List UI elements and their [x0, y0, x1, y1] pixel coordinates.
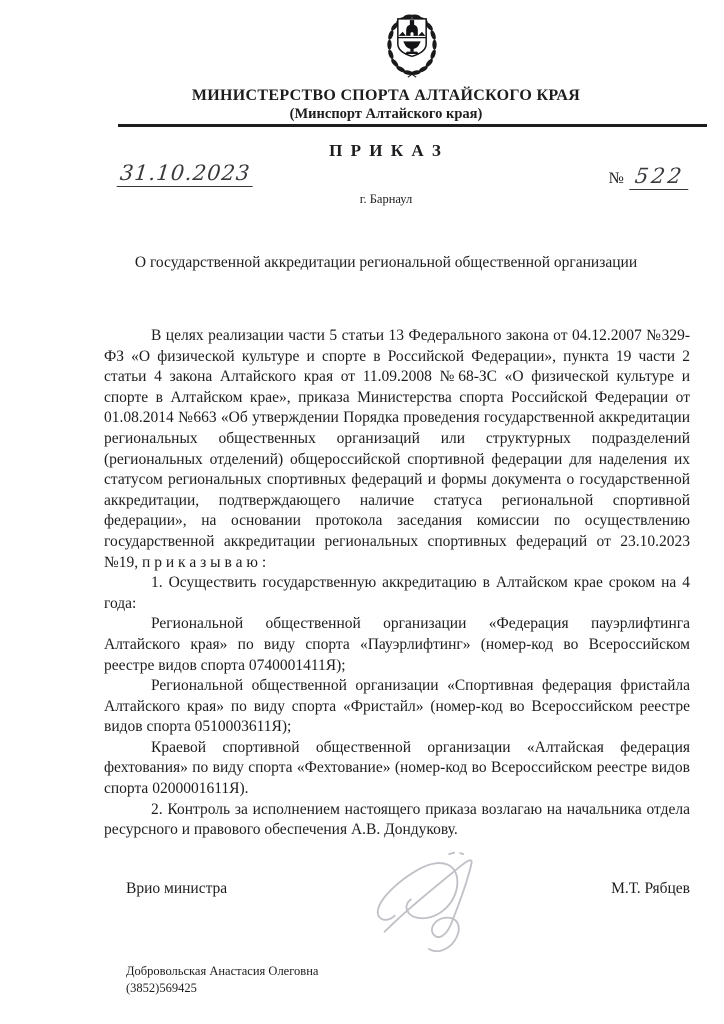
paragraph-item-1: 1. Осуществить государственную аккредитацию в Алтайском крае сроком на 4 года:: [104, 574, 690, 612]
paragraph-item-2-control: 2. Контроль за исполнением настоящего приказа возлагаю на начальника отдела ресурсного и правового обеспечения А.В. Дондукову.: [104, 800, 690, 839]
order-number-block: [609, 164, 690, 190]
ministry-short-name: (Минспорт Алтайского края): [289, 106, 483, 122]
city-label: г. Барнаул: [359, 192, 413, 206]
number-sign: №: [608, 170, 624, 187]
signer-name: М.Т. Рябцев: [611, 880, 690, 897]
paragraph-powerlifting: Региональной общественной организации «Федерация пауэрлифтинга Алтайского края» по виду спорта «Пауэрлифтинг» (номер-код во Всероссийском реестре видов спорта 0740001411Я);: [104, 615, 690, 674]
signer-position-title: Врио министра: [126, 880, 228, 897]
header-divider: [118, 124, 707, 127]
executor-name: Добровольская Анастасия Олеговна: [126, 964, 319, 978]
order-body: [104, 326, 690, 841]
doc-type-heading: П Р И К А З: [329, 141, 443, 160]
order-title: О государственной аккредитации региональной общественной организации: [134, 254, 638, 271]
handwritten-order-number: 522: [629, 164, 692, 190]
altai-krai-coat-of-arms-icon: [366, 8, 458, 88]
paragraph-fencing: Краевой спортивной общественной организации «Алтайская федерация фехтования» по виду спорта «Фехтование» (номер-код во Всероссийском реестре видов спорта 0200001611Я).: [104, 738, 690, 798]
executor-block: [126, 963, 318, 996]
paragraph-preamble: В целях реализации части 5 статьи 13 Федерального закона от 04.12.2007 №329-ФЗ «О физической культуре и спорте в Российской Федерации», пункта 19 части 2 статьи 4 закона Алтайского края от 11.09.2008 №68-ЗС «О физической культуре и спорте в Алтайском крае», приказа Министерства спорта Российской Федерации от 01.08.2014 №663 «Об утверждении Порядка проведения государственной аккредитации региональных общественных организаций или структурных подразделений (региональных отделений) общероссийской спортивной федерации для наделения их статусом региональных спортивных федераций и формы документа о государственной аккредитации, подтверждающего наличие статуса региональной спортивной федерации», на основании протокола заседания комиссии по осуществлению государственной аккредитации региональных спортивных федераций от 23.10.2023 №19, п р и к а з ы в а ю :: [104, 327, 690, 571]
paragraph-freestyle: Региональной общественной организации «Спортивная федерация фристайла Алтайского края» по виду спорта «Фристайл» (номер-код во Всероссийском реестре видов спорта 0510003611Я);: [104, 677, 690, 736]
ministry-name: МИНИСТЕРСТВО СПОРТА АЛТАЙСКОГО КРАЯ: [191, 87, 581, 104]
executor-phone: (3852)569425: [126, 980, 197, 995]
handwritten-date: 31.10.2023: [117, 161, 256, 187]
handwritten-signature-icon: [366, 843, 498, 959]
